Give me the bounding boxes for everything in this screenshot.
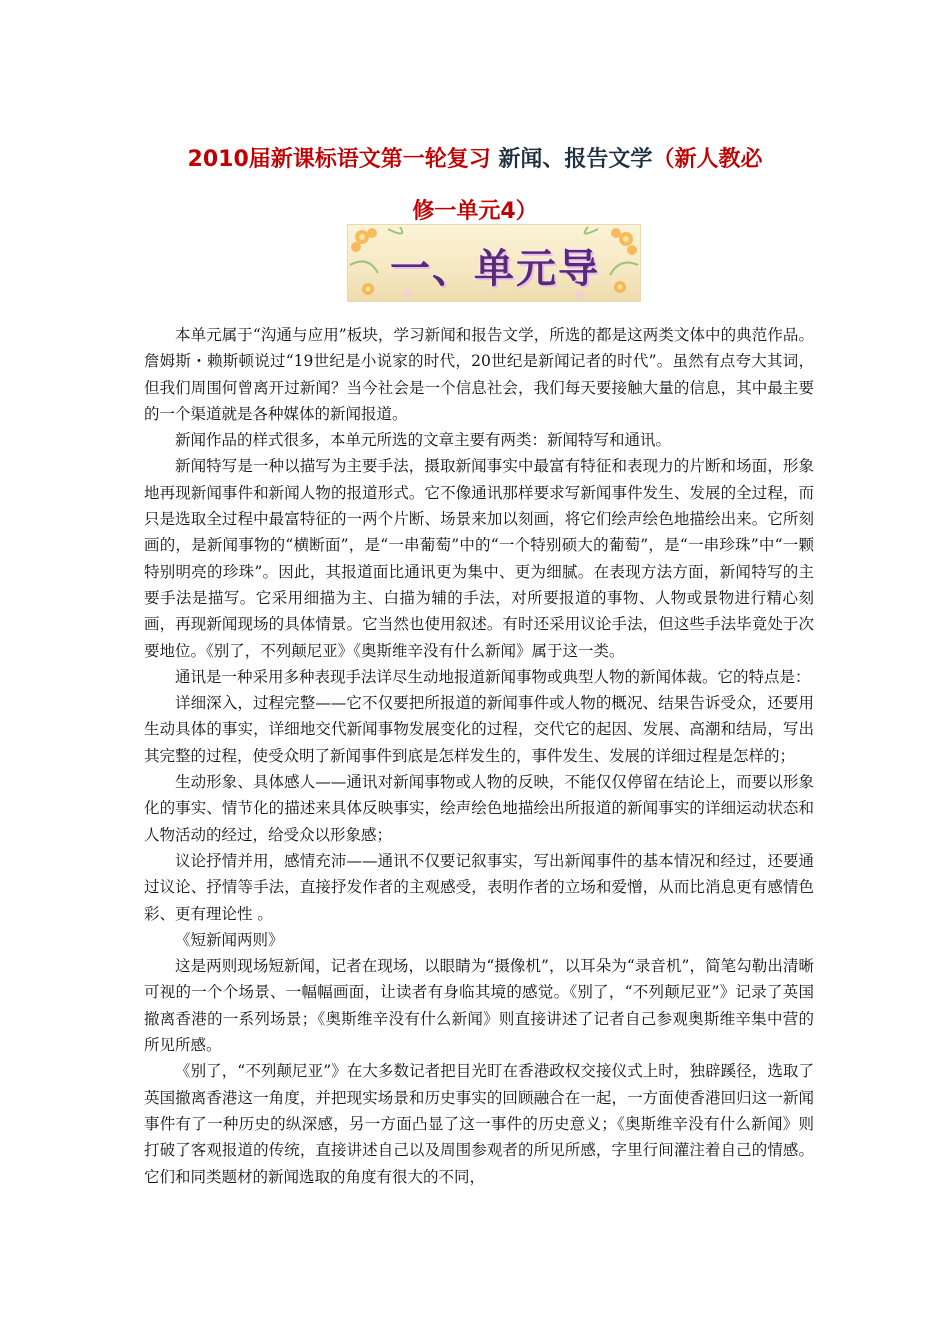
- body-text: [144, 322, 814, 1190]
- paragraph: 详细深入，过程完整——它不仅要把所报道的新闻事件或人物的概况、结果告诉受众，还要用生动具体的事实，详细地交代新闻事物发展变化的过程，交代它的起因、发展、高潮和结局，写出其完整的过程，使受众明了新闻事件到底是怎样发生的，事件发生、发展的详细过程是怎样的；: [144, 694, 814, 765]
- document-title: [140, 134, 810, 238]
- title-dark-part: 新闻、报告文学: [498, 147, 653, 172]
- paragraph: 《短新闻两则》: [175, 930, 284, 949]
- paragraph: 这是两则现场短新闻，记者在现场，以眼睛为“摄像机”，以耳朵为“录音机”，简笔勾勒出清晰可视的一个个场景、一幅幅画面，让读者有身临其境的感觉。《别了，“不列颠尼亚”》记录了英国撤离香港的一系列场景；《奥斯维辛没有什么新闻》则直接讲述了记者自己参观奥斯维辛集中营的所见所感。: [144, 957, 814, 1055]
- paragraph: 通讯是一种采用多种表现手法详尽生动地报道新闻事物或典型人物的新闻体裁。它的特点是：: [175, 667, 811, 686]
- paragraph: 新闻特写是一种以描写为主要手法，摄取新闻事实中最富有特征和表现力的片断和场面，形象地再现新闻事件和新闻人物的报道形式。它不像通讯那样要求写新闻事件发生、发展的全过程，而只是选取全过程中最富特征的一两个片断、场景来加以刻画，将它们绘声绘色地描绘出来。它所刻画的，是新闻事物的“横断面”，是“一串葡萄”中的“一个特别硕大的葡萄”，是“一串珍珠”中“一颗特别明亮的珍珠”。因此，其报道面比通讯更为集中、更为细腻。在表现方法方面，新闻特写的主要手法是描写。它采用细描为主、白描为辅的手法，对所要报道的事物、人物或景物进行精心刻画，再现新闻现场的具体情景。它当然也使用叙述。有时还采用议论手法，但这些手法毕竟处于次要地位。《别了，不列颠尼亚》《奥斯维辛没有什么新闻》属于这一类。: [144, 457, 814, 660]
- title-line-2: 修一单元4）: [412, 199, 538, 224]
- paragraph: 议论抒情并用，感情充沛——通讯不仅要记叙事实，写出新闻事件的基本情况和经过，还要通过议论、抒情等手法，直接抒发作者的主观感受，表明作者的立场和爱憎，从而比消息更有感情色彩、更有理论性 。: [144, 851, 814, 923]
- paragraph: 生动形象、具体感人——通讯对新闻事物或人物的反映，不能仅仅停留在结论上，而要以形象化的事实、情节化的描述来具体反映事实，绘声绘色地描绘出所报道的新闻事实的详细运动状态和人物活动的经过，给受众以形象感；: [144, 773, 814, 844]
- banner-heading: 一、单元导: [390, 246, 600, 292]
- paragraph: 《别了，“不列颠尼亚”》在大多数记者把目光盯在香港政权交接仪式上时，独辟蹊径，选取了英国撤离香港这一角度，并把现实场景和历史事实的回顾融合在一起，一方面使香港回归这一新闻事件有了一种历史的纵深感，另一方面凸显了这一事件的历史意义；《奥斯维辛没有什么新闻》则打破了客观报道的传统，直接讲述自己以及周围参观者的所见所感，字里行间灌注着自己的情感。它们和同类题材的新闻选取的角度有很大的不同，: [144, 1062, 814, 1186]
- paragraph: 本单元属于“沟通与应用”板块，学习新闻和报告文学，所选的都是这两类文体中的典范作品。詹姆斯・赖斯顿说过“19世纪是小说家的时代，20世纪是新闻记者的时代”。虽然有点夸大其词，但我们周围何曾离开过新闻？当今社会是一个信息社会，我们每天要接触大量的信息，其中最主要的一个渠道就是各种媒体的新闻报道。: [144, 326, 814, 423]
- section-banner: [347, 224, 641, 302]
- paragraph: 新闻作品的样式很多，本单元所选的文章主要有两类：新闻特写和通讯。: [175, 431, 672, 450]
- title-red-end: （新人教必: [652, 147, 763, 172]
- title-red-part: 2010届新课标语文第一轮复习: [187, 147, 499, 172]
- title-line-1: [140, 134, 810, 186]
